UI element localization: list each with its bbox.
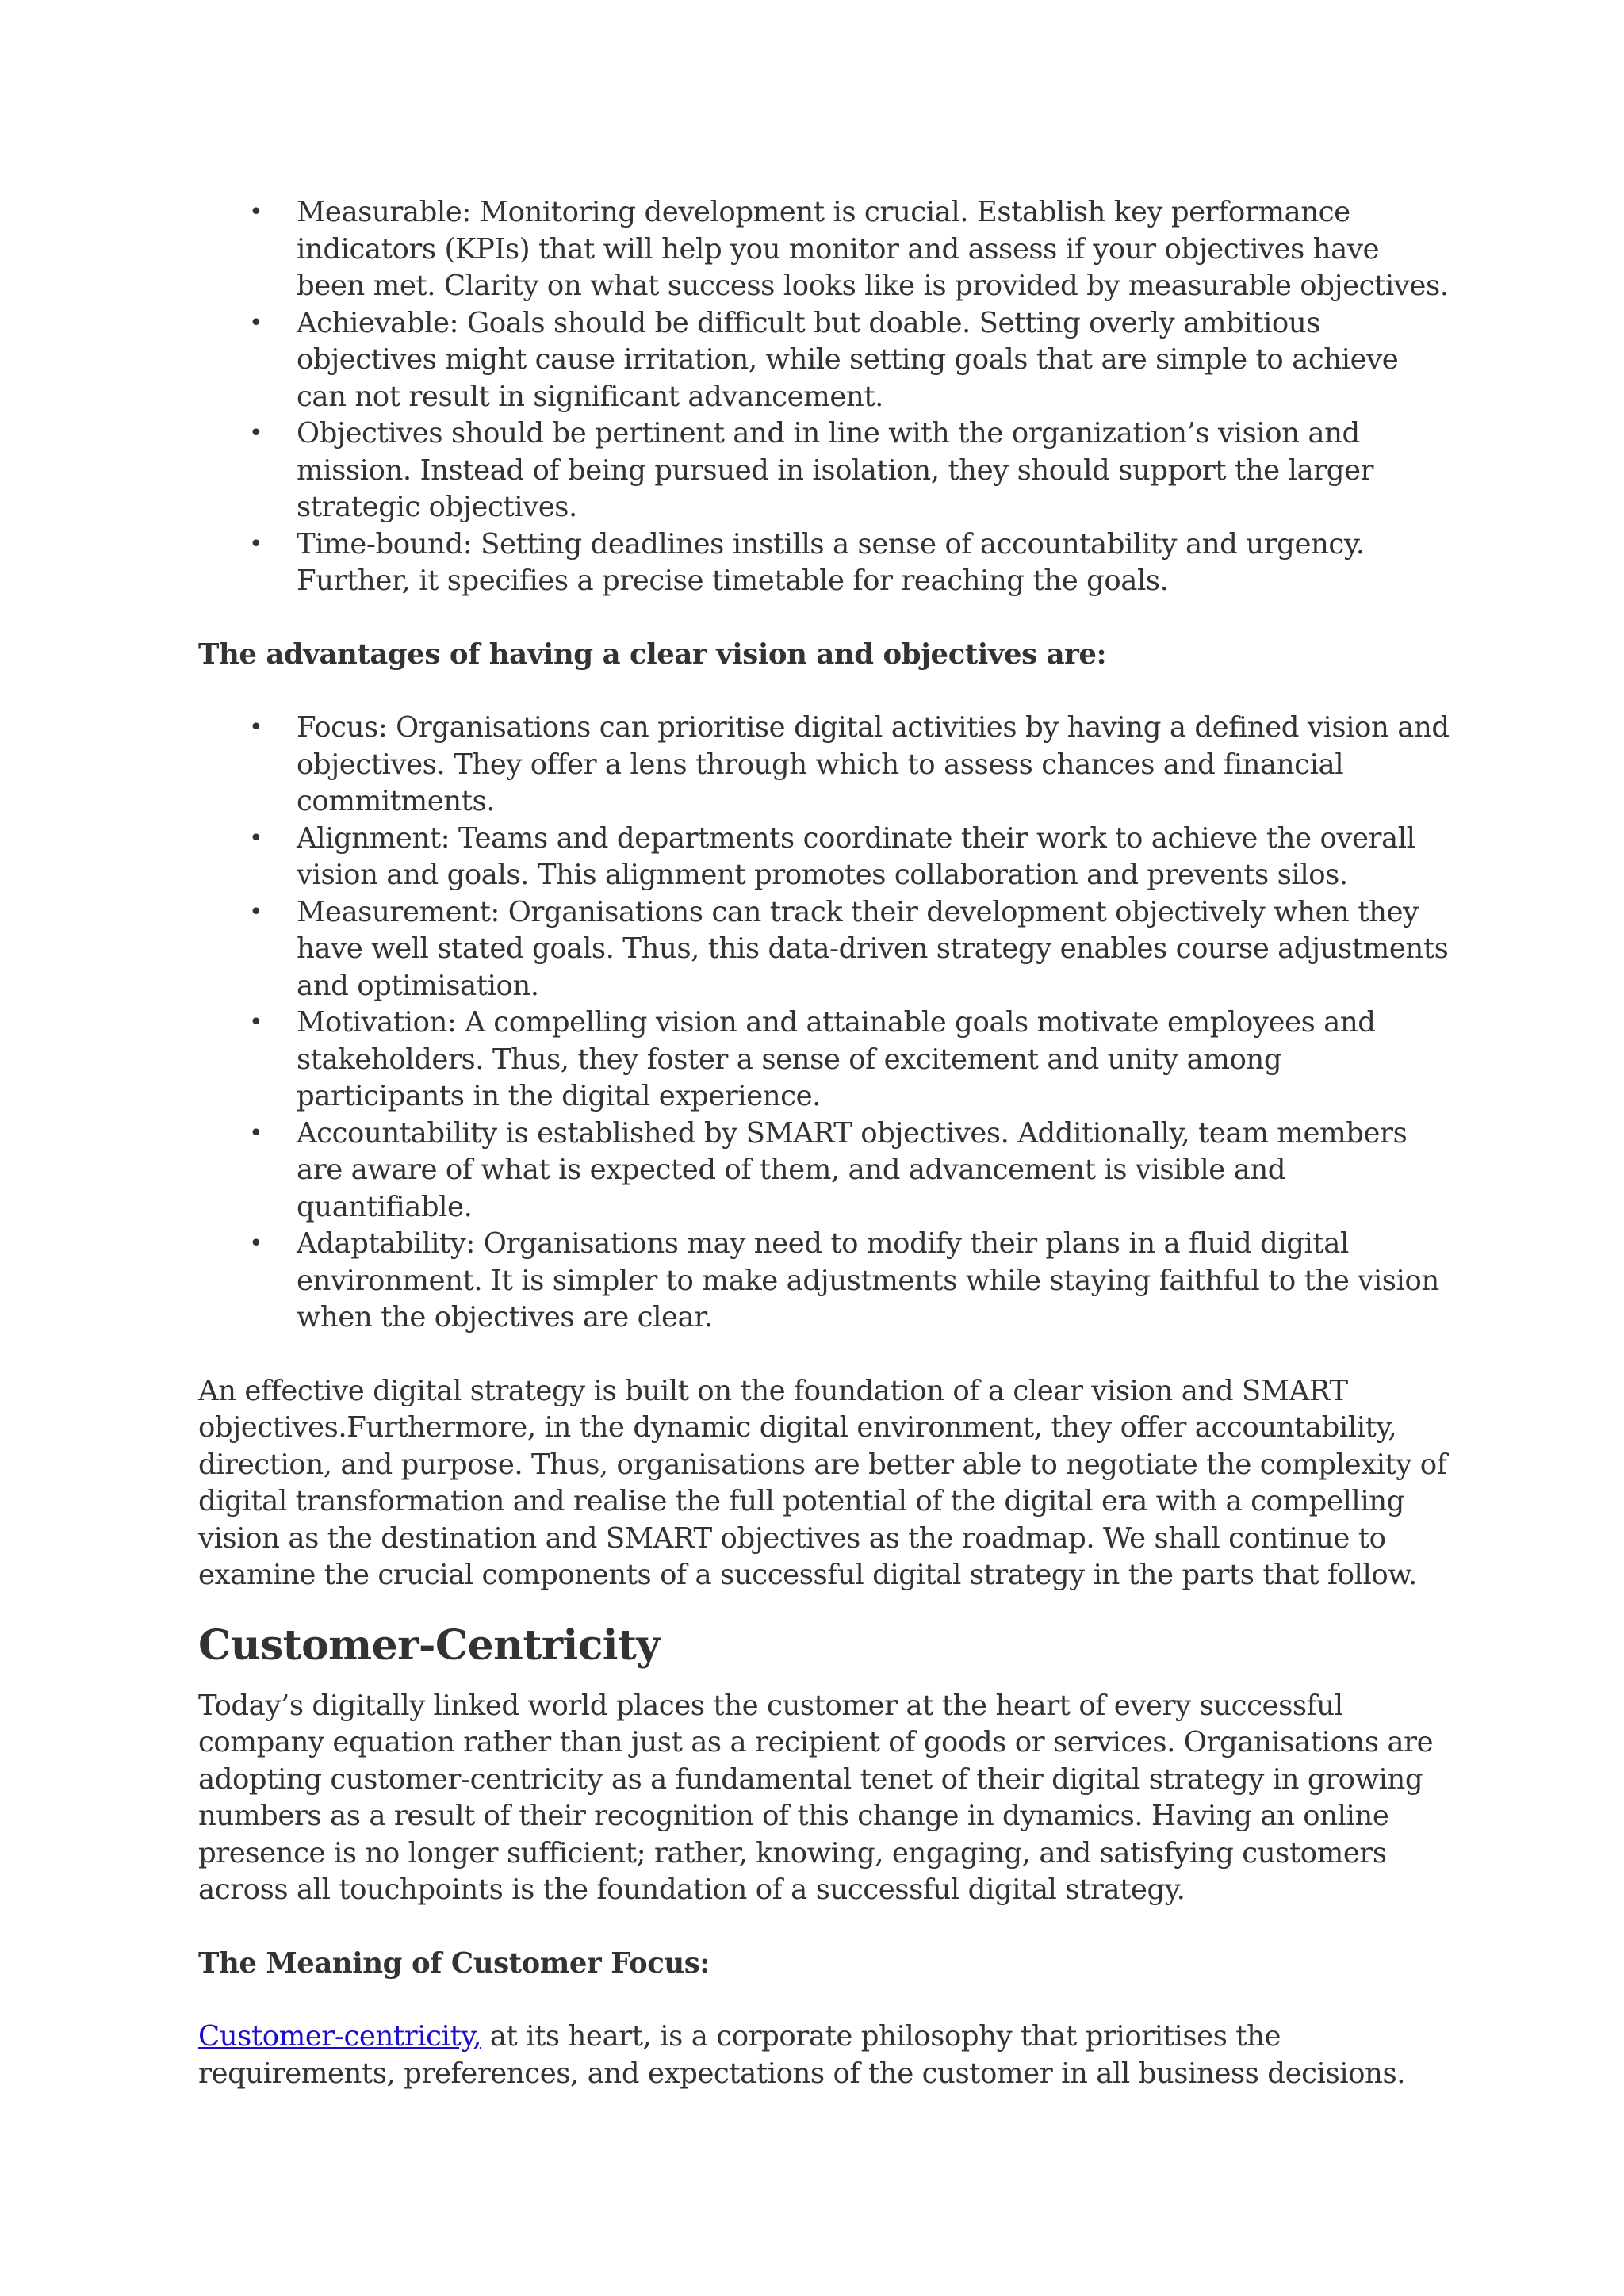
list-item-text: Measurement: Organisations can track their development objectively when they have well stated goals. Thus, this data-driven strategy enables course adjustments and optimisation. bbox=[297, 895, 1449, 1002]
list-item-text: Adaptability: Organisations may need to modify their plans in a fluid digital environment. It is simpler to make adjustments while staying faithful to the vision when the objectives are clear. bbox=[297, 1227, 1439, 1334]
list-item-text: Accountability is established by SMART objectives. Additionally, team members are aware of what is expected of them, and advancement is visible and quantifiable. bbox=[297, 1116, 1408, 1223]
list-item bbox=[198, 305, 1451, 416]
list-item-text: Motivation: A compelling vision and attainable goals motivate employees and stakeholders. Thus, they foster a sense of excitement and unity among participants in the digital experience. bbox=[297, 1006, 1376, 1112]
list-item bbox=[198, 710, 1451, 821]
list-item-text: Alignment: Teams and departments coordinate their work to achieve the overall vision and goals. This alignment promotes collaboration and prevents silos. bbox=[297, 821, 1415, 891]
bullet-icon: • bbox=[249, 897, 263, 926]
bullet-icon: • bbox=[249, 714, 263, 741]
document-page bbox=[198, 194, 1451, 2092]
list-item-text: Measurable: Monitoring development is crucial. Establish key performance indicators (KPIs) that will help you monitor and assess if your objectives have been met. Clarity on what success looks like is provided by measurable objectives. bbox=[297, 196, 1449, 302]
meaning-text: at its heart, is a corporate philosophy that prioritises the requirements, preferences, and expectations of the customer in all business decisions. bbox=[198, 2020, 1406, 2090]
smart-objectives-list bbox=[198, 194, 1451, 600]
bullet-icon: • bbox=[249, 308, 263, 337]
meaning-paragraph bbox=[198, 2019, 1451, 2092]
list-item-text: Achievable: Goals should be difficult but doable. Setting overly ambitious objectives might cause irritation, while setting goals that are simple to achieve can not result in significant advancement. bbox=[297, 306, 1399, 413]
bullet-icon: • bbox=[249, 419, 263, 447]
list-item bbox=[198, 194, 1451, 305]
summary-paragraph: An effective digital strategy is built on the foundation of a clear vision and SMART objectives.Furthermore, in the dynamic digital environment, they offer accountability, direction, and purpose. Thus, organisations are better able to negotiate the complexity of digital transformation and realise the full potential of the digital era with a compelling vision as the destination and SMART objectives as the roadmap. We shall continue to examine the crucial components of a successful digital strategy in the parts that follow. bbox=[198, 1374, 1447, 1591]
list-item-text: Time-bound: Setting deadlines instills a sense of accountability and urgency. Further, it specifies a precise timetable for reaching the goals. bbox=[297, 527, 1365, 597]
list-item bbox=[198, 821, 1451, 894]
advantages-heading: The advantages of having a clear vision and objectives are: bbox=[198, 637, 1107, 671]
list-item bbox=[198, 1226, 1451, 1337]
list-item-text: Objectives should be pertinent and in line with the organization’s vision and mission. Instead of being pursued in isolation, they should support the larger strategic objectives. bbox=[297, 417, 1374, 523]
list-item bbox=[198, 1115, 1451, 1226]
bullet-icon: • bbox=[249, 198, 263, 226]
customer-centricity-link[interactable]: Customer-centricity, bbox=[198, 2020, 481, 2053]
section-heading: Customer-Centricity bbox=[198, 1621, 660, 1670]
bullet-icon: • bbox=[249, 1119, 263, 1147]
list-item bbox=[198, 415, 1451, 526]
list-item bbox=[198, 526, 1451, 600]
list-item bbox=[198, 1004, 1451, 1115]
advantages-list bbox=[198, 710, 1451, 1337]
bullet-icon: • bbox=[249, 1230, 263, 1257]
bullet-icon: • bbox=[249, 1008, 263, 1036]
list-item bbox=[198, 894, 1451, 1005]
section-paragraph: Today’s digitally linked world places the customer at the heart of every successful company equation rather than just as a recipient of goods or services. Organisations are adopting customer-centricity as a fundamental tenet of their digital strategy in growing numbers as a result of their recognition of this change in dynamics. Having an online presence is no longer sufficient; rather, knowing, engaging, and satisfying customers across all touchpoints is the foundation of a successful digital strategy. bbox=[198, 1689, 1434, 1906]
list-item-text: Focus: Organisations can prioritise digital activities by having a defined vision and objectives. They offer a lens through which to assess chances and financial commitments. bbox=[297, 711, 1450, 817]
meaning-heading: The Meaning of Customer Focus: bbox=[198, 1946, 710, 1980]
bullet-icon: • bbox=[249, 824, 263, 852]
bullet-icon: • bbox=[249, 530, 263, 558]
